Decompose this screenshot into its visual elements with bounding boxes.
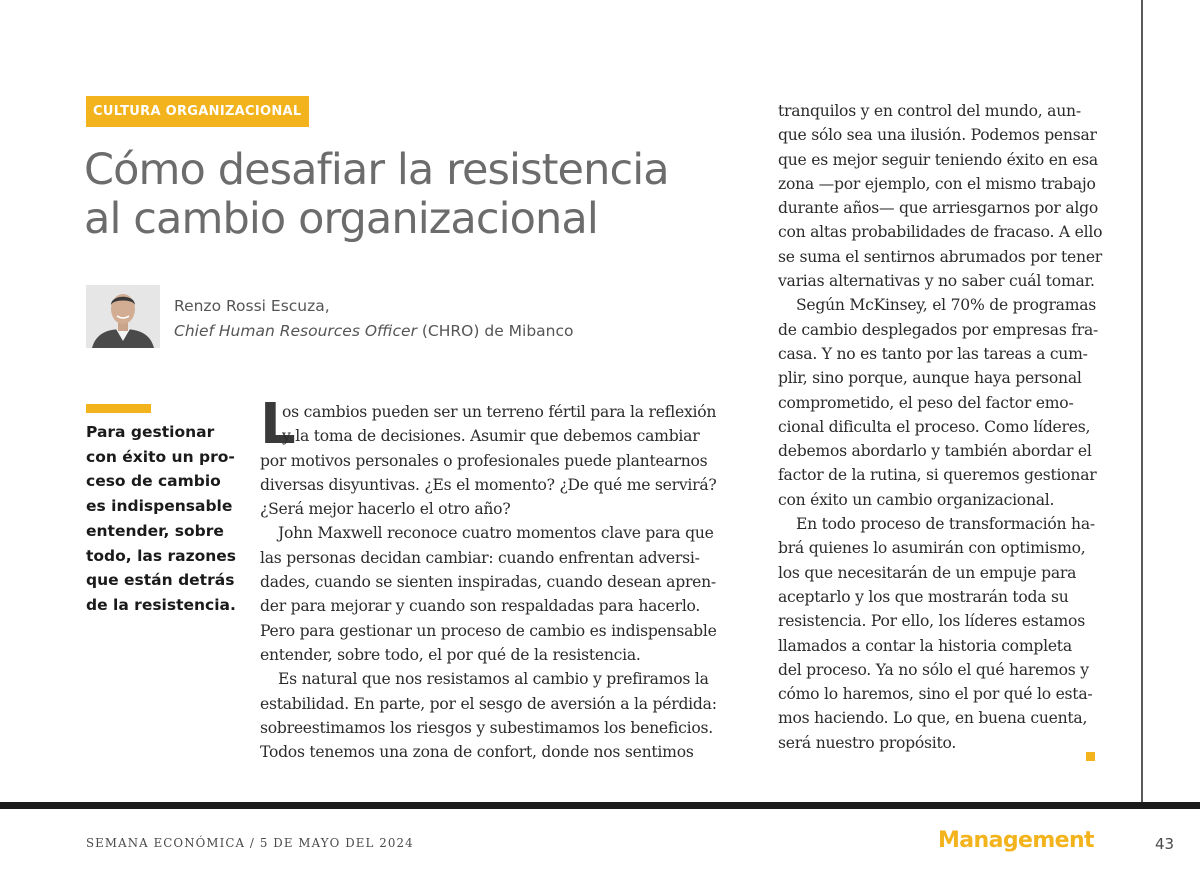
body-line: casa. Y no es tanto por las tareas a cum- (778, 344, 1088, 363)
body-line: der para mejorar y cuando son respaldadas para hacerlo. (260, 597, 701, 616)
body-line: que sólo sea una ilusión. Podemos pensar (778, 126, 1097, 145)
author-role-title: Chief Human Resources Officer (174, 322, 417, 340)
body-line: resistencia. Por ello, los líderes estamos (778, 612, 1085, 631)
body-line: con éxito un cambio organizacional. (778, 490, 1055, 509)
body-line: sobreestimamos los riesgos y subestimamos los beneficios. (260, 718, 713, 737)
body-line: entender, sobre todo, el por qué de la resistencia. (260, 645, 641, 664)
body-column-1 (260, 392, 722, 764)
body-line: plir, sino porque, aunque haya personal (778, 369, 1082, 388)
author-photo (86, 285, 160, 348)
body-line: los que necesitarán de un empuje para (778, 563, 1077, 582)
body-line: de cambio desplegados por empresas fra- (778, 320, 1099, 339)
category-tag: CULTURA ORGANIZACIONAL (86, 96, 309, 127)
pull-quote-line: todo, las razones (86, 546, 237, 565)
body-line: mos haciendo. Lo que, en buena cuenta, (778, 709, 1088, 728)
title-line: Cómo desafiar la resistencia (84, 145, 669, 195)
body-line: cómo lo haremos, sino el por qué lo esta- (778, 685, 1093, 704)
pull-quote (86, 420, 236, 618)
footer-publication: SEMANA ECONÓMICA / 5 DE MAYO DEL 2024 (86, 836, 414, 850)
body-line: Según McKinsey, el 70% de programas (796, 296, 1097, 315)
author-portrait-icon (86, 285, 160, 348)
body-line: y la toma de decisiones. Asumir que debemos cambiar (282, 427, 700, 446)
pull-quote-line: es indispensable (86, 497, 233, 516)
pull-quote-line: de la resistencia. (86, 595, 236, 614)
body-line: comprometido, el peso del factor emo- (778, 393, 1074, 412)
body-line: las personas decidan cambiar: cuando enfrentan adversi- (260, 548, 700, 567)
body-column-2 (778, 99, 1103, 755)
body-line: diversas disyuntivas. ¿Es el momento? ¿De qué me servirá? (260, 475, 717, 494)
body-line: Todos tenemos una zona de confort, donde nos sentimos (260, 743, 694, 762)
body-line: ¿Será mejor hacerlo el otro año? (260, 500, 511, 519)
body-line: se suma el sentirnos abrumados por tener (778, 247, 1103, 266)
end-mark-icon (1086, 752, 1095, 761)
page-number: 43 (1155, 835, 1175, 853)
author-byline (174, 294, 574, 344)
body-line: estabilidad. En parte, por el sesgo de aversión a la pérdida: (260, 694, 717, 713)
body-line: por motivos personales o profesionales puede plantearnos (260, 451, 708, 470)
body-line: Es natural que nos resistamos al cambio y prefiramos la (278, 670, 709, 689)
body-line: zona —por ejemplo, con el mismo trabajo (778, 174, 1096, 193)
body-line: os cambios pueden ser un terreno fértil para la reflexión (282, 403, 717, 421)
body-line: brá quienes lo asumirán con optimismo, (778, 539, 1086, 558)
body-line: será nuestro propósito. (778, 733, 957, 752)
pull-quote-bar (86, 404, 151, 413)
body-line: Pero para gestionar un proceso de cambio es indispensable (260, 621, 717, 640)
drop-cap: L (260, 392, 296, 457)
body-line: John Maxwell reconoce cuatro momentos clave para que (278, 524, 714, 543)
author-name: Renzo Rossi Escuza, (174, 297, 330, 315)
pull-quote-line: entender, sobre (86, 521, 224, 540)
body-line: con altas probabilidades de fracaso. A ello (778, 223, 1103, 242)
body-line: tranquilos y en control del mundo, aun- (778, 102, 1081, 120)
body-line: llamados a contar la historia completa (778, 636, 1072, 655)
page-edge-rule (1141, 0, 1143, 802)
pull-quote-line: Para gestionar (86, 423, 215, 441)
body-line: factor de la rutina, si queremos gestionar (778, 466, 1097, 485)
body-line: durante años— que arriesgarnos por algo (778, 199, 1098, 218)
pull-quote-line: con éxito un pro- (86, 447, 235, 466)
body-line: que es mejor seguir teniendo éxito en esa (778, 150, 1098, 169)
body-line: debemos abordarlo y también abordar el (778, 442, 1092, 461)
footer-rule (0, 802, 1200, 809)
body-line: aceptarlo y los que mostrarán toda su (778, 587, 1069, 606)
body-line: del proceso. Ya no sólo el qué haremos y (778, 660, 1089, 679)
section-name: Management (938, 828, 1094, 853)
title-line: al cambio organizacional (84, 194, 598, 244)
article-title (84, 146, 744, 244)
body-line: cional dificulta el proceso. Como líderes, (778, 417, 1091, 436)
pull-quote-line: que están detrás (86, 571, 235, 590)
pull-quote-line: ceso de cambio (86, 472, 221, 491)
author-role (174, 319, 574, 344)
body-line: dades, cuando se sienten inspiradas, cuando desean apren- (260, 573, 716, 592)
author-role-company: (CHRO) de Mibanco (416, 322, 574, 340)
body-line: En todo proceso de transformación ha- (796, 515, 1095, 534)
body-line: varias alternativas y no saber cuál tomar. (778, 272, 1095, 291)
